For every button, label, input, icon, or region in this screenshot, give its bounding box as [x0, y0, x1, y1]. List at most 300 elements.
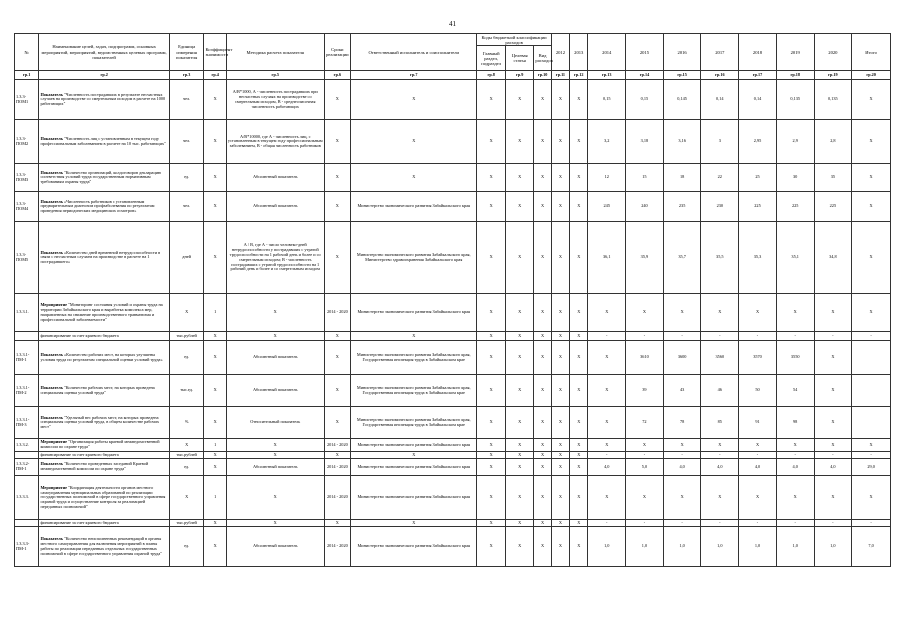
unit-cell: Х — [169, 294, 204, 332]
column-label: гр.10 — [534, 71, 551, 80]
table-row — [15, 439, 891, 452]
year-value-cell: Х — [852, 120, 891, 164]
coefficient-cell: 1 — [204, 294, 226, 332]
year-value-cell: 3,2 — [588, 120, 626, 164]
year-value-cell: 22 — [701, 164, 739, 192]
unit-cell: тыс.рублей — [169, 520, 204, 527]
year-value-cell: Х — [701, 439, 739, 452]
table-row — [15, 527, 891, 567]
budget-code-cell: Х — [505, 80, 534, 120]
year-value-cell: Х — [570, 341, 588, 375]
year-value-cell: 1,0 — [701, 527, 739, 567]
year-value-cell: 245 — [588, 192, 626, 222]
budget-code-cell: Х — [534, 80, 551, 120]
year-value-cell: 2,95 — [739, 120, 777, 164]
year-value-cell: Х — [663, 439, 701, 452]
coefficient-cell: 1 — [204, 476, 226, 520]
table-row — [15, 120, 891, 164]
method-cell: Абсолютный показатель — [226, 192, 324, 222]
method-cell: Абсолютный показатель — [226, 341, 324, 375]
budget-code-cell: Х — [505, 375, 534, 407]
year-value-cell: 5,0 — [626, 459, 664, 476]
row-name-text: "Координация деятельности органов местного самоуправления муниципальных образований по реализации государственных полномочий в сфере государственного управления охраной труда и осуществление контроля за реализацией переданных полномочий" — [40, 484, 166, 509]
year-value-cell: Х — [588, 341, 626, 375]
column-label: гр.3 — [169, 71, 204, 80]
year-value-cell: 3,18 — [626, 120, 664, 164]
method-cell: Абсолютный показатель — [226, 375, 324, 407]
year-value-cell: 0,14 — [701, 80, 739, 120]
row-name-text: "Удельный вес рабочих мест, на которых проведена специальная оценка условий труда, в общем количестве рабочих мест" — [40, 414, 159, 430]
row-name-cell — [39, 476, 169, 520]
period-cell: 2014 - 2020 — [324, 294, 350, 332]
year-value-cell: Х — [551, 407, 569, 439]
table-row — [15, 80, 891, 120]
column-label: гр.6 — [324, 71, 350, 80]
coefficient-cell: 1 — [204, 439, 226, 452]
period-cell: Х — [324, 192, 350, 222]
row-name-text: «Количество рабочих мест, на которых улучшены условия труда по результатам специальной оценки условий труда» — [40, 351, 163, 362]
year-value-cell: - — [776, 452, 814, 459]
budget-code-cell: Х — [505, 527, 534, 567]
year-value-cell: 2,8 — [814, 120, 852, 164]
year-value-cell: - — [663, 452, 701, 459]
period-cell: Х — [324, 452, 350, 459]
year-value-cell: Х — [701, 294, 739, 332]
budget-code-cell: Х — [477, 80, 506, 120]
budget-code-cell: Х — [477, 459, 506, 476]
year-value-cell: - — [776, 332, 814, 341]
year-value-cell: 43 — [663, 375, 701, 407]
budget-code-cell: Х — [477, 222, 506, 294]
row-name-cell — [39, 294, 169, 332]
indicator-table — [14, 33, 891, 567]
row-name-text: финансирование за счет краевого бюджета — [40, 519, 119, 525]
column-label: гр.8 — [477, 71, 506, 80]
row-name-text: "Численность лиц с установленным в текущем году профессиональным заболеванием в расчете на 10 тыс. работающих" — [40, 135, 166, 146]
table-row — [15, 459, 891, 476]
year-value-cell: Х — [588, 294, 626, 332]
year-value-cell: Х — [551, 120, 569, 164]
budget-code-cell: Х — [505, 476, 534, 520]
row-name-cell — [39, 192, 169, 222]
budget-code-cell: Х — [534, 222, 551, 294]
table-row — [15, 375, 891, 407]
responsible-cell: Министерство экономического развития Забайкальского края — [351, 294, 477, 332]
year-value-cell: 3,16 — [663, 120, 701, 164]
coefficient-cell: Х — [204, 120, 226, 164]
page-number: 41 — [449, 20, 456, 28]
year-value-cell: - — [626, 332, 664, 341]
responsible-cell: Х — [351, 332, 477, 341]
budget-code-cell: Х — [505, 407, 534, 439]
year-value-cell: 35 — [814, 164, 852, 192]
table-row — [15, 192, 891, 222]
year-value-cell: 4,0 — [776, 459, 814, 476]
year-value-cell: Х — [551, 476, 569, 520]
year-value-cell: Х — [551, 294, 569, 332]
year-value-cell: 72 — [626, 407, 664, 439]
coefficient-cell: Х — [204, 527, 226, 567]
budget-code-cell: Х — [534, 439, 551, 452]
year-value-cell: Х — [739, 294, 777, 332]
year-value-cell: 35,7 — [663, 222, 701, 294]
budget-code-cell: Х — [477, 527, 506, 567]
year-value-cell: 36,1 — [588, 222, 626, 294]
unit-cell: дней — [169, 222, 204, 294]
year-value-cell: Х — [551, 341, 569, 375]
year-value-cell: 7,0 — [852, 527, 891, 567]
year-value-cell: 1,0 — [588, 527, 626, 567]
year-value-cell: - — [588, 452, 626, 459]
column-label: гр.19 — [814, 71, 852, 80]
year-value-cell: Х — [852, 80, 891, 120]
row-name-text: финансирование за счет краевого бюджета — [40, 451, 119, 457]
year-value-cell — [852, 407, 891, 439]
year-value-cell: Х — [852, 222, 891, 294]
year-value-cell: Х — [739, 476, 777, 520]
year-value-cell: Х — [739, 439, 777, 452]
unit-cell: чел. — [169, 80, 204, 120]
row-name-text: "Организация работы краевой межведомственной комиссии по охране труда" — [40, 439, 160, 450]
row-number-cell: 1.3.3.1-ПМ-1 — [15, 341, 39, 375]
year-value-cell: 230 — [701, 192, 739, 222]
method-cell: Абсолютный показатель — [226, 459, 324, 476]
coefficient-cell: Х — [204, 520, 226, 527]
year-value-cell: 35,9 — [626, 222, 664, 294]
coefficient-cell: Х — [204, 80, 226, 120]
budget-code-cell: Х — [534, 407, 551, 439]
responsible-cell: Х — [351, 520, 477, 527]
year-value-cell: Х — [588, 375, 626, 407]
row-name-cell — [39, 80, 169, 120]
year-value-cell: Х — [551, 192, 569, 222]
year-value-cell: - — [626, 452, 664, 459]
row-number-cell: 1.3.3.1. — [15, 294, 39, 332]
row-number-cell: 1.3.3-ПОМ1 — [15, 80, 39, 120]
budget-code-cell: Х — [534, 192, 551, 222]
responsible-cell: Х — [351, 164, 477, 192]
year-value-cell: 46 — [701, 375, 739, 407]
header-target: Целевая статья — [505, 46, 534, 71]
period-cell: 2014 - 2020 — [324, 476, 350, 520]
budget-code-cell: Х — [534, 164, 551, 192]
row-name-cell — [39, 120, 169, 164]
table-row — [15, 294, 891, 332]
year-value-cell: Х — [570, 332, 588, 341]
header-year: 2019 — [776, 34, 814, 71]
year-value-cell: Х — [570, 407, 588, 439]
coefficient-cell: Х — [204, 341, 226, 375]
budget-code-cell: Х — [477, 120, 506, 164]
year-value-cell: Х — [570, 439, 588, 452]
table-row — [15, 164, 891, 192]
year-value-cell: Х — [570, 164, 588, 192]
year-value-cell: 235 — [663, 192, 701, 222]
year-value-cell: 0,135 — [814, 80, 852, 120]
row-name-cell — [39, 407, 169, 439]
column-label: гр.17 — [739, 71, 777, 80]
year-value-cell: - — [814, 332, 852, 341]
table-row — [15, 476, 891, 520]
budget-code-cell: Х — [534, 527, 551, 567]
year-value-cell: 12 — [588, 164, 626, 192]
year-value-cell: 0,14 — [739, 80, 777, 120]
year-value-cell: - — [588, 332, 626, 341]
year-value-cell: Х — [814, 407, 852, 439]
year-value-cell: 3550 — [776, 341, 814, 375]
year-value-cell: Х — [626, 439, 664, 452]
year-value-cell: 4,0 — [701, 459, 739, 476]
row-kind-label: Показатель — [40, 198, 63, 204]
responsible-cell: Х — [351, 80, 477, 120]
method-cell: Относительный показатель — [226, 407, 324, 439]
responsible-cell: Министерство экономического развития Забайкальского края — [351, 439, 477, 452]
budget-code-cell: Х — [477, 341, 506, 375]
year-value-cell: Х — [852, 294, 891, 332]
year-value-cell: Х — [701, 476, 739, 520]
year-value-cell: Х — [588, 476, 626, 520]
budget-code-cell: Х — [477, 407, 506, 439]
year-value-cell: Х — [626, 294, 664, 332]
year-value-cell: Х — [551, 459, 569, 476]
unit-cell: % — [169, 407, 204, 439]
year-value-cell: Х — [663, 294, 701, 332]
year-value-cell: 78 — [663, 407, 701, 439]
column-label: гр.4 — [204, 71, 226, 80]
year-value-cell: 35,3 — [739, 222, 777, 294]
period-cell: Х — [324, 332, 350, 341]
year-value-cell: Х — [551, 222, 569, 294]
program-table — [14, 33, 891, 567]
year-value-cell: Х — [570, 120, 588, 164]
row-kind-label: Показатель — [40, 249, 63, 255]
header-name: Наименование целей, задач, подпрограмм, основных мероприятий, мероприятий, ведомственных целевых программ, показателей — [39, 34, 169, 71]
coefficient-cell: Х — [204, 332, 226, 341]
year-value-cell: Х — [551, 452, 569, 459]
method-cell: Х — [226, 476, 324, 520]
period-cell: Х — [324, 375, 350, 407]
row-number-cell — [15, 520, 39, 527]
row-name-cell — [39, 439, 169, 452]
column-label: гр.13 — [588, 71, 626, 80]
year-value-cell: - — [663, 332, 701, 341]
year-value-cell: Х — [570, 476, 588, 520]
row-name-cell — [39, 222, 169, 294]
header-budget-codes: Коды бюджетной классификации расходов — [477, 34, 551, 46]
year-value-cell: - — [852, 452, 891, 459]
responsible-cell: Министерство экономического развития Забайкальского края, Министерство здравоохранения Забайкальского края — [351, 222, 477, 294]
year-value-cell: 2,9 — [776, 120, 814, 164]
period-cell: Х — [324, 341, 350, 375]
period-cell: Х — [324, 164, 350, 192]
year-value-cell: 4,0 — [663, 459, 701, 476]
year-value-cell: Х — [776, 439, 814, 452]
row-number-cell — [15, 332, 39, 341]
budget-code-cell: Х — [477, 164, 506, 192]
year-value-cell: Х — [776, 294, 814, 332]
header-num: № — [15, 34, 39, 71]
year-value-cell: Х — [588, 439, 626, 452]
row-name-text: "Количество неисполненных рекомендаций в органы местного самоуправления для включения мероприятий в планы работы по реализации переданных отдельных государственных полномочий в сфере государственного управления охраной труда" — [40, 536, 163, 556]
year-value-cell: Х — [814, 375, 852, 407]
method-cell: А/В*1000, А - численность пострадавших при несчастных случаях на производстве со смертельным исходом, В - среднесписочная численность работающих — [226, 80, 324, 120]
column-label: гр.18 — [776, 71, 814, 80]
header-year: 2013 — [570, 34, 588, 71]
year-value-cell — [852, 375, 891, 407]
row-kind-label: Показатель — [40, 536, 63, 542]
table-row — [15, 520, 891, 527]
method-cell: Х — [226, 439, 324, 452]
column-label: гр.15 — [663, 71, 701, 80]
table-row — [15, 332, 891, 341]
column-number-row — [15, 71, 891, 80]
row-name-cell — [39, 459, 169, 476]
unit-cell: тыс.ед. — [169, 375, 204, 407]
year-value-cell: 3600 — [663, 341, 701, 375]
year-value-cell: Х — [551, 375, 569, 407]
year-value-cell: Х — [551, 520, 569, 527]
row-name-text: "Количество рабочих мест, на которых проведена специальная оценка условий труда" — [40, 384, 155, 395]
column-label: гр.11 — [551, 71, 569, 80]
budget-code-cell: Х — [477, 452, 506, 459]
year-value-cell: 29,0 — [852, 459, 891, 476]
year-value-cell: Х — [570, 452, 588, 459]
year-value-cell: 34,8 — [814, 222, 852, 294]
column-label: гр.12 — [570, 71, 588, 80]
period-cell: Х — [324, 120, 350, 164]
unit-cell: ед. — [169, 164, 204, 192]
budget-code-cell: Х — [477, 520, 506, 527]
responsible-cell: Министерство экономического развития Забайкальского края — [351, 527, 477, 567]
year-value-cell: Х — [814, 439, 852, 452]
year-value-cell: - — [663, 520, 701, 527]
column-label: гр.14 — [626, 71, 664, 80]
year-value-cell: 1,0 — [626, 527, 664, 567]
budget-code-cell: Х — [477, 439, 506, 452]
year-value-cell: 4,0 — [739, 459, 777, 476]
period-cell: 2014 - 2020 — [324, 439, 350, 452]
year-value-cell: Х — [570, 222, 588, 294]
year-value-cell: 4,0 — [814, 459, 852, 476]
year-value-cell: - — [776, 520, 814, 527]
responsible-cell: Министерство экономического развития Забайкальского края, Государственная инспекция труда в Забайкальском крае — [351, 375, 477, 407]
budget-code-cell: Х — [477, 192, 506, 222]
budget-code-cell: Х — [534, 294, 551, 332]
coefficient-cell: Х — [204, 192, 226, 222]
table-row — [15, 341, 891, 375]
year-value-cell: Х — [852, 164, 891, 192]
header-year: 2014 — [588, 34, 626, 71]
budget-code-cell: Х — [534, 452, 551, 459]
year-value-cell: 1,0 — [776, 527, 814, 567]
year-value-cell — [852, 341, 891, 375]
period-cell: 2014 - 2020 — [324, 459, 350, 476]
table-row — [15, 222, 891, 294]
header-year: 2016 — [663, 34, 701, 71]
row-number-cell: 1.3.3.3. — [15, 476, 39, 520]
responsible-cell: Х — [351, 452, 477, 459]
year-value-cell: 240 — [626, 192, 664, 222]
unit-cell: ед. — [169, 459, 204, 476]
budget-code-cell: Х — [534, 341, 551, 375]
year-value-cell: 0,135 — [776, 80, 814, 120]
header-year: 2018 — [739, 34, 777, 71]
year-value-cell: Х — [814, 294, 852, 332]
period-cell: 2014 - 2020 — [324, 527, 350, 567]
coefficient-cell: Х — [204, 375, 226, 407]
unit-cell: Х — [169, 476, 204, 520]
year-value-cell: 3570 — [739, 341, 777, 375]
year-value-cell: - — [852, 332, 891, 341]
budget-code-cell: Х — [505, 439, 534, 452]
responsible-cell: Министерство экономического развития Забайкальского края — [351, 459, 477, 476]
row-number-cell: 1.3.3-ПОМ5 — [15, 222, 39, 294]
unit-cell: чел. — [169, 120, 204, 164]
budget-code-cell: Х — [477, 375, 506, 407]
budget-code-cell: Х — [505, 520, 534, 527]
year-value-cell: Х — [626, 476, 664, 520]
year-value-cell: - — [626, 520, 664, 527]
responsible-cell: Министерство экономического развития Забайкальского края — [351, 476, 477, 520]
row-name-text: "Количество организаций, колдоговоров декларацию соответствия условий труда государственным нормативным требованиям охраны труда" — [40, 169, 162, 185]
table-row — [15, 407, 891, 439]
coefficient-cell: Х — [204, 164, 226, 192]
header-coef: Коэффициент значимости — [204, 34, 226, 71]
responsible-cell: Министерство экономического развития Забайкальского края — [351, 192, 477, 222]
row-kind-label: Показатель — [40, 135, 63, 141]
unit-cell: ед. — [169, 341, 204, 375]
header-glav: Главный раздел, подраздел — [477, 46, 506, 71]
header-year: 2020 — [814, 34, 852, 71]
header-method: Методика расчета показателя — [226, 34, 324, 71]
unit-cell: чел. — [169, 192, 204, 222]
period-cell: Х — [324, 407, 350, 439]
method-cell: А / В, где А - число человеко-дней нетрудоспособности у пострадавших с утратой трудоспособности на 1 рабочий день и более и со смертельным исходом; В - численность пострадавших с утратой трудоспособности на 1 рабочий день и более и со смертельным исходом — [226, 222, 324, 294]
year-value-cell: 225 — [814, 192, 852, 222]
year-value-cell: 0,145 — [663, 80, 701, 120]
row-kind-label: Показатель — [40, 91, 63, 97]
year-value-cell: 0,15 — [588, 80, 626, 120]
column-label: гр.9 — [505, 71, 534, 80]
year-value-cell: Х — [551, 164, 569, 192]
header-vid: Вид расходов — [534, 46, 551, 71]
year-value-cell: Х — [570, 459, 588, 476]
header-period: Сроки реализации — [324, 34, 350, 71]
method-cell: А/В*10000, где А - численность лиц, с установленным в текущем году профессиональным заболеванием, В - общая численность работников — [226, 120, 324, 164]
year-value-cell: 15 — [626, 164, 664, 192]
method-cell: Абсолютный показатель — [226, 527, 324, 567]
row-number-cell — [15, 452, 39, 459]
year-value-cell: 3 — [701, 120, 739, 164]
responsible-cell: Х — [351, 120, 477, 164]
budget-code-cell: Х — [477, 476, 506, 520]
year-value-cell: 98 — [776, 407, 814, 439]
responsible-cell: Министерство экономического развития Забайкальского края, Государственная инспекция труда в Забайкальском крае — [351, 341, 477, 375]
header-responsible: Ответственный исполнитель и соисполнители — [351, 34, 477, 71]
year-value-cell: 50 — [739, 375, 777, 407]
year-value-cell: Х — [570, 294, 588, 332]
header-total: Итого — [852, 34, 891, 71]
row-number-cell: 1.3.3.2-ПМ-1 — [15, 459, 39, 476]
year-value-cell: 225 — [776, 192, 814, 222]
budget-code-cell: Х — [534, 332, 551, 341]
budget-code-cell: Х — [534, 520, 551, 527]
row-name-cell — [39, 520, 169, 527]
year-value-cell: Х — [570, 80, 588, 120]
unit-cell: ед. — [169, 527, 204, 567]
row-name-cell — [39, 452, 169, 459]
row-kind-label: Показатель — [40, 414, 63, 420]
